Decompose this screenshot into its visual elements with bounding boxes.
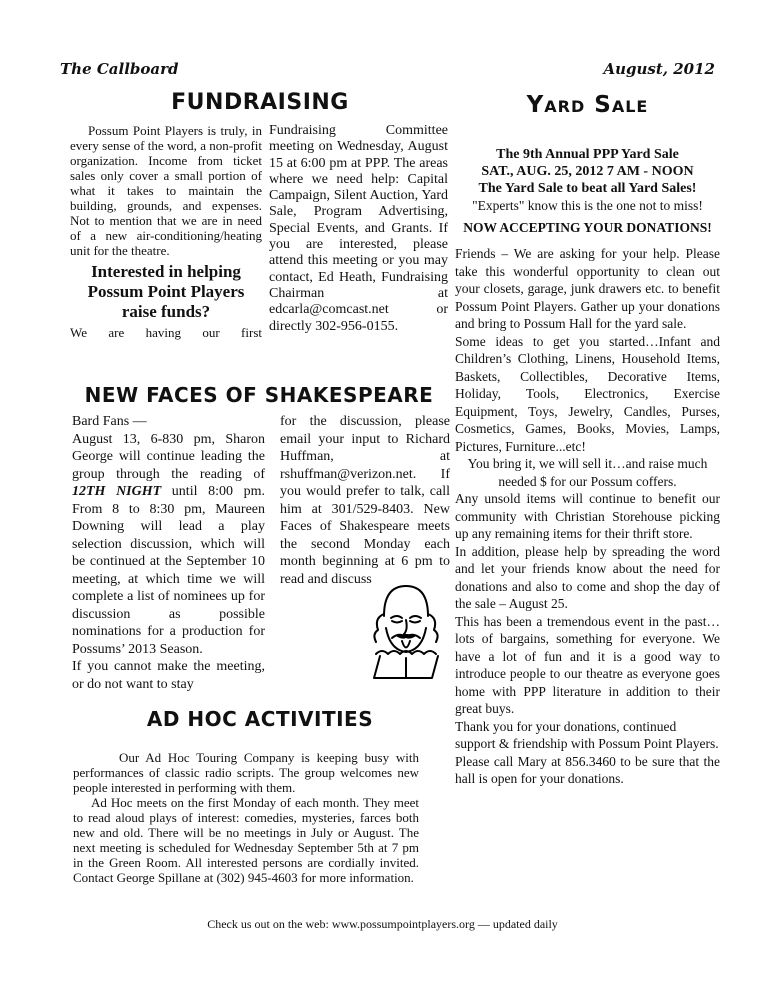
- footer-web-link[interactable]: Check us out on the web: www.possumpointplayers.org — updated daily: [207, 917, 558, 931]
- yardsale-call: Please call Mary at 856.3460 to be sure that the hall is open for your donations.: [455, 753, 720, 786]
- issue-date: August, 2012: [603, 60, 715, 78]
- fundraising-right-column: [269, 123, 448, 335]
- yardsale-title: Yard Sale: [526, 92, 649, 118]
- yardsale-column: [455, 146, 720, 788]
- yardsale-spread-word: In addition, please help by spreading the word and let your friends know about the need for donations and also to come and shop the day of the sale – August 25.: [455, 543, 720, 611]
- fundraising-left-column: [70, 123, 262, 340]
- yardsale-heading-1: The 9th Annual PPP Yard Sale: [496, 147, 679, 162]
- yardsale-thanks: Thank you for your donations, continued support & friendship with Possum Point Players.: [455, 718, 719, 751]
- fundraising-left-tail: We are having our first: [70, 325, 262, 340]
- adhoc-intro: Our Ad Hoc Touring Company is keeping busy with performances of classic radio scripts. The group welcomes new people interested in performing with them.: [73, 750, 419, 795]
- shakespeare-right-column: [280, 413, 450, 588]
- shakespeare-left-column: [72, 413, 265, 693]
- shakespeare-greeting: Bard Fans —: [72, 414, 147, 429]
- yardsale-event: This has been a tremendous event in the past…lots of bargains, something for everyone. We have a lot of fun and it is a good way to introduce people to our theatre as everyone goes home with PPP literature in addition to their great buys.: [455, 613, 720, 716]
- shakespeare-contact: for the discussion, please email your input to Richard Huffman, at rshuffman@verizon.net. If you would prefer to talk, call him at 301/529-8403. New Faces of Shakespeare meets the second Monday each month beginning at 6 pm to read and discuss: [280, 414, 450, 587]
- yardsale-accepting: NOW ACCEPTING YOUR DONATIONS!: [463, 220, 712, 235]
- yardsale-heading-2: SAT., AUG. 25, 2012 7 AM - NOON: [481, 164, 694, 179]
- shakespeare-caricature-icon: [362, 578, 448, 682]
- adhoc-title: AD HOC ACTIVITIES: [146, 707, 374, 731]
- adhoc-body: [73, 750, 419, 885]
- yardsale-friends: Friends – We are asking for your help. Please take this wonderful opportunity to clean out your closets, garage, junk drawers etc. to benefit Possum Point Players. Gather up your donations and bring to Possum Hall for the yard sale.: [455, 246, 720, 331]
- yardsale-heading-3: The Yard Sale to beat all Yard Sales!: [478, 181, 697, 196]
- play-title: 12TH NIGHT: [72, 484, 162, 499]
- publication-name: The Callboard: [60, 60, 179, 78]
- fundraising-committee: Fundraising Committee meeting on Wednesday, August 15 at 6:00 pm at PPP. The areas where we need help: Capital Campaign, Silent Auction, Yard Sale, Program Advertising, Special Events, and Grants. If you are interested, please attend this meeting or you may contact, Ed Heath, Fundraising Chairman at edcarla@comcast.net or directly 302-956-0155.: [269, 123, 448, 334]
- adhoc-schedule: Ad Hoc meets on the first Monday of each month. They meet to read aloud plays of interest: comedies, mysteries, farces both new and old. There will be no meetings in July or August. The next meeting is scheduled for Wednesday September 5th at 7 pm in the Green Room. All interested persons are cordially invited. Contact George Spillane at (302) 945-4603 for more information.: [73, 795, 419, 885]
- fundraising-callout: Interested in helping Possum Point Players raise funds?: [87, 262, 245, 321]
- fundraising-title: FUNDRAISING: [171, 90, 349, 115]
- fundraising-intro: Possum Point Players is truly, in every sense of the word, a non-profit organization. Income from ticket sales only cover a small portion of what it takes to maintain the building, grounds, and expenses. Not to mention that we are in need of a new air-conditioning/heating unit for the theatre.: [70, 123, 262, 258]
- shakespeare-title: NEW FACES OF SHAKESPEARE: [84, 383, 434, 407]
- yardsale-ideas: Some ideas to get you started…Infant and Children’s Clothing, Linens, Household Items, Baskets, Collectibles, Decorative Items, Holiday, Tools, Electronics, Exercise Equipment, Toys, Jewelry, Candles, Purses, Cosmetics, Games, Books, Movies, Lamps, Pictures, Furniture...etc!: [455, 333, 720, 454]
- yardsale-experts: "Experts" know this is the one not to miss!: [472, 198, 703, 213]
- yardsale-bring: You bring it, we will sell it…and raise much needed $ for our Possum coffers.: [467, 456, 708, 489]
- shakespeare-schedule: August 13, 6-830 pm, Sharon George will continue leading the group through the reading of 12TH NIGHT until 8:00 pm. From 8 to 8:30 pm, Maureen Downing will lead a play selection discussion, which will be continued at the September 10 meeting, at which time we will complete a list of nominees up for discussion as possible nominations for a production for Possums’ 2013 Season.: [72, 431, 265, 657]
- shakespeare-cant-attend: If you cannot make the meeting, or do not want to stay: [72, 659, 265, 692]
- yardsale-unsold: Any unsold items will continue to benefit our community with Christian Storehouse picking up any remaining items for their thrift store.: [455, 491, 720, 541]
